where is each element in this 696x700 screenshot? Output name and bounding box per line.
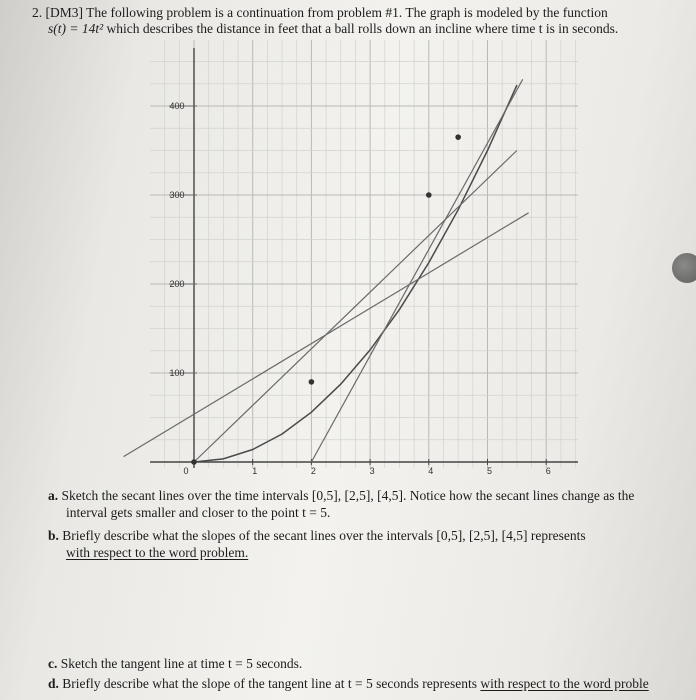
graph-ticks	[169, 101, 551, 476]
marked-point	[455, 134, 461, 140]
y-tick-label: 300	[169, 190, 185, 200]
y-tick-label: 400	[169, 101, 185, 111]
part-a-line-2	[66, 505, 330, 521]
graph-axes	[150, 48, 578, 468]
part-a-text-1: Sketch the secant lines over the time intervals [0,5], [2,5], [4,5]. Notice how the secant lines change as the	[61, 488, 635, 503]
part-c-label: c.	[48, 656, 58, 671]
part-c-line	[48, 656, 302, 672]
problem-function: s(t) = 14t²	[48, 21, 104, 36]
x-tick-label: 5	[486, 466, 493, 476]
x-tick-label: 1	[252, 466, 258, 476]
marked-point	[191, 459, 197, 465]
part-d-label: d.	[48, 676, 59, 691]
problem-intro: The following problem is a continuation from problem #1. The graph is modeled by the function	[86, 5, 608, 20]
y-tick-label: 200	[169, 279, 185, 289]
part-d-text: Briefly describe what the slope of the tangent line at t = 5 seconds represents	[62, 676, 478, 691]
problem-number: 2.	[32, 5, 43, 20]
x-tick-label: 3	[369, 466, 375, 476]
y-tick-label: 100	[169, 368, 185, 378]
problem-code: [DM3]	[45, 5, 83, 20]
marked-point	[309, 379, 315, 385]
part-b-text-1: Briefly describe what the slopes of the secant lines over the intervals [0,5], [2,5], [4,5] represents	[62, 528, 586, 543]
part-a-label: a.	[48, 488, 59, 503]
part-b-text-2: with respect to the word problem.	[66, 545, 249, 560]
part-b-label: b.	[48, 528, 59, 543]
binder-hole	[672, 253, 696, 283]
part-b-line-1	[48, 528, 586, 544]
part-d-text-underlined: with respect to the word proble	[480, 676, 649, 691]
x-tick-label: 6	[545, 466, 551, 476]
part-a-line-1	[48, 488, 634, 504]
part-c-text: Sketch the tangent line at time t = 5 seconds.	[60, 656, 303, 671]
graph-grid	[150, 40, 578, 468]
secant-line	[311, 79, 522, 462]
marked-point	[426, 192, 432, 198]
part-d-line	[48, 676, 649, 692]
x-tick-label: 2	[310, 466, 316, 476]
x-tick-label: 4	[428, 466, 434, 476]
part-b-line-2	[66, 545, 248, 561]
x-tick-label: 0	[183, 466, 189, 476]
problem-intro-2: which describes the distance in feet that a ball rolls down an incline where time t is in seconds.	[106, 21, 619, 36]
part-a-text-2: interval gets smaller and closer to the point t = 5.	[66, 505, 331, 520]
